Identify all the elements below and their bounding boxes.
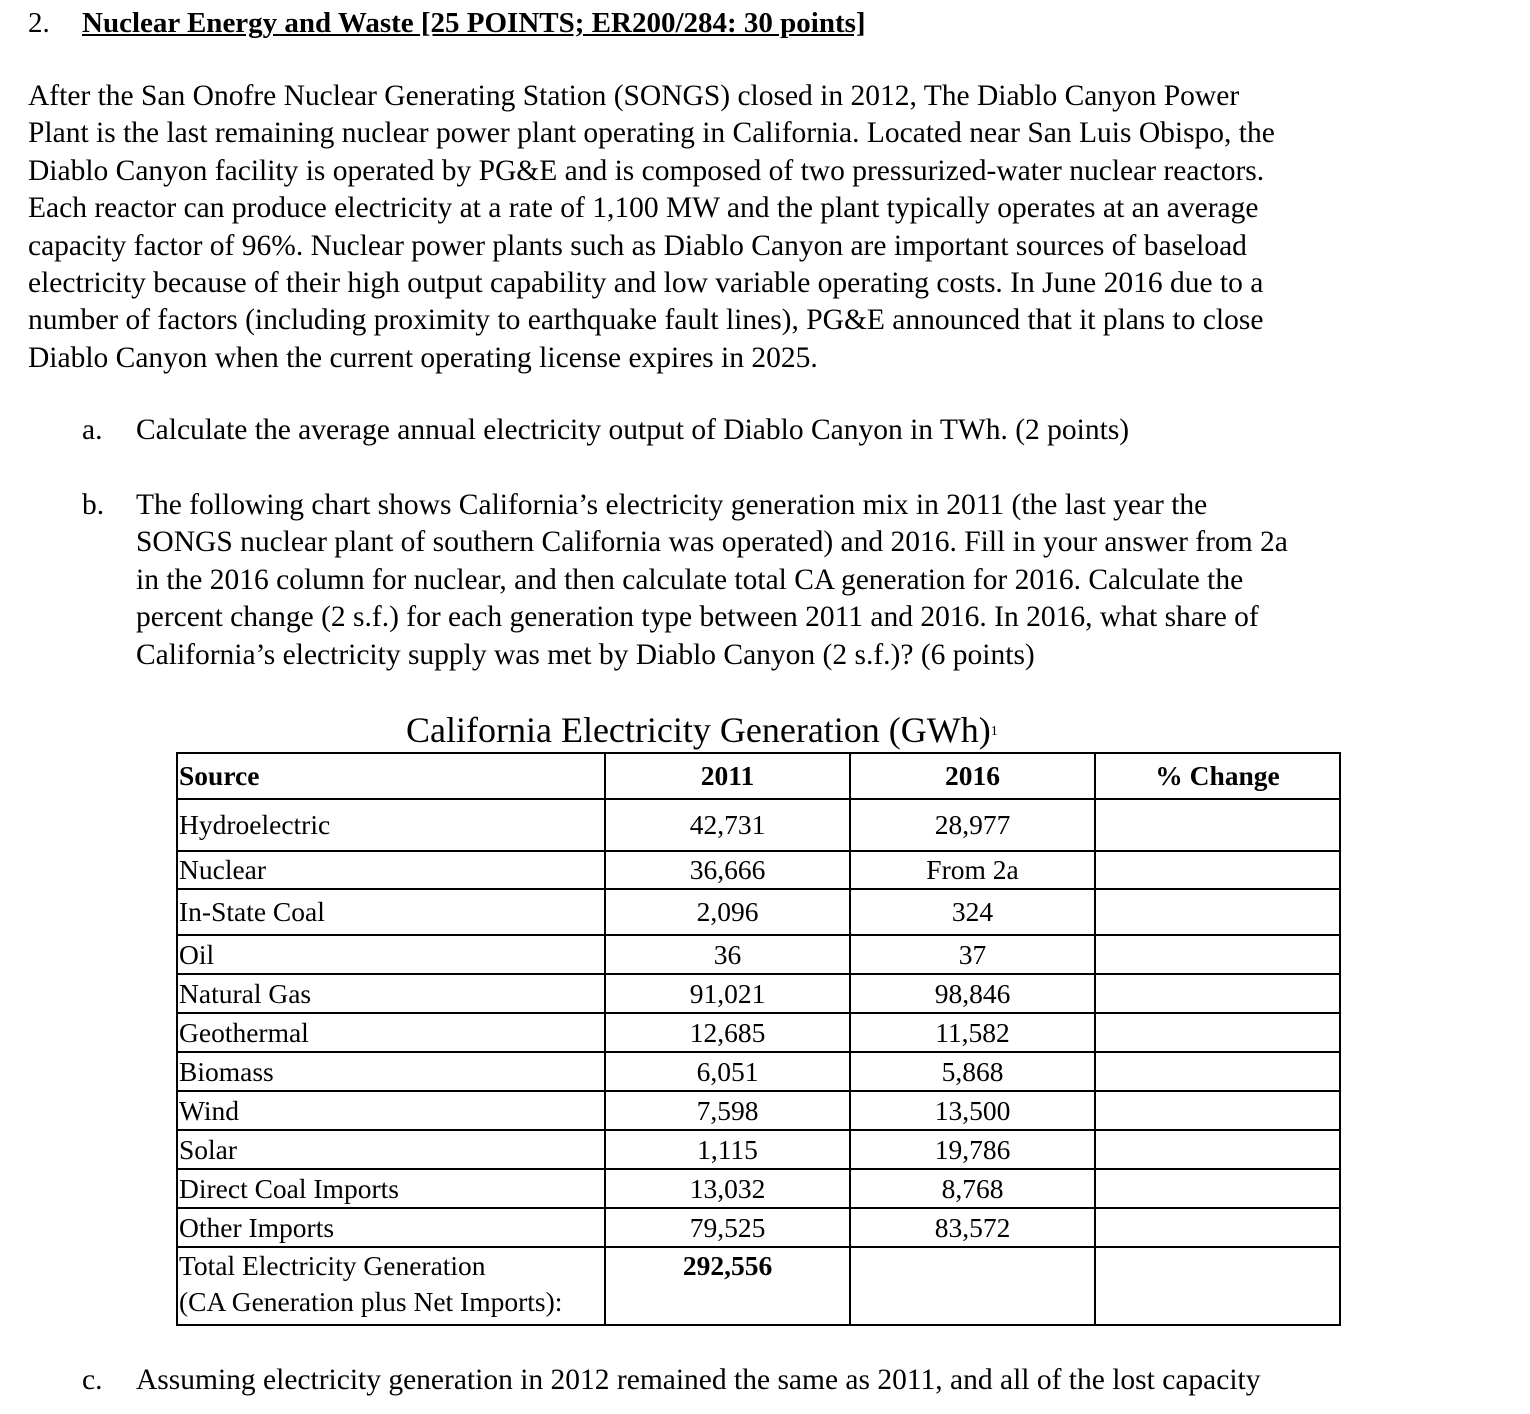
intro-line: capacity factor of 96%. Nuclear power plants such as Diablo Canyon are important sources of baseload: [28, 229, 1247, 262]
cell-total-label: [177, 1247, 605, 1325]
cell-source: Other Imports: [177, 1208, 605, 1247]
cell-2011: 91,021: [605, 974, 850, 1013]
cell-2011: 79,525: [605, 1208, 850, 1247]
cell-2016: 324: [850, 889, 1095, 935]
cell-2011: 36,666: [605, 851, 850, 889]
cell-2011: 7,598: [605, 1091, 850, 1130]
table-total-row: [177, 1247, 1340, 1325]
intro-line: electricity because of their high output capability and low variable operating costs. In June 2016 due to a: [28, 267, 1264, 300]
cell-2016: 98,846: [850, 974, 1095, 1013]
table-row: [177, 1130, 1340, 1169]
cell-2016: 19,786: [850, 1130, 1095, 1169]
intro-line: Diablo Canyon facility is operated by PG&E and is composed of two pressurized-water nuclear reactors.: [28, 154, 1265, 187]
cell-2011: 1,115: [605, 1130, 850, 1169]
question-title: Nuclear Energy and Waste [25 POINTS; ER200/284: 30 points]: [82, 7, 866, 39]
question-heading: [28, 6, 866, 40]
part-b-line: SONGS nuclear plant of southern California was operated) and 2016. Fill in your answer from 2a: [136, 526, 1288, 559]
intro-paragraph: [28, 78, 1498, 377]
cell-source: Direct Coal Imports: [177, 1169, 605, 1208]
total-label-line: (CA Generation plus Net Imports):: [179, 1286, 563, 1317]
question-number: 2.: [28, 7, 50, 39]
table-row: [177, 889, 1340, 935]
cell-change[interactable]: [1095, 1052, 1340, 1091]
cell-change[interactable]: [1095, 974, 1340, 1013]
generation-table: [176, 752, 1341, 1326]
cell-source: In-State Coal: [177, 889, 605, 935]
cell-change[interactable]: [1095, 799, 1340, 851]
cell-2011: 12,685: [605, 1013, 850, 1052]
cell-2016: 28,977: [850, 799, 1095, 851]
part-b-marker: b.: [82, 489, 105, 521]
cell-change[interactable]: [1095, 889, 1340, 935]
part-b-line: percent change (2 s.f.) for each generation type between 2011 and 2016. In 2016, what share of: [136, 601, 1259, 634]
cell-source: Hydroelectric: [177, 799, 605, 851]
intro-line: Plant is the last remaining nuclear power plant operating in California. Located near San Luis Obispo, the: [28, 117, 1275, 150]
cell-change[interactable]: [1095, 1130, 1340, 1169]
cell-source: Natural Gas: [177, 974, 605, 1013]
part-b-line: in the 2016 column for nuclear, and then calculate total CA generation for 2016. Calculate the: [136, 563, 1244, 596]
cell-change[interactable]: [1095, 935, 1340, 974]
cell-change[interactable]: [1095, 851, 1340, 889]
table-title: [406, 708, 998, 752]
table-row: [177, 1169, 1340, 1208]
total-label-line: Total Electricity Generation: [179, 1250, 486, 1281]
cell-2016: 37: [850, 935, 1095, 974]
header-source: Source: [177, 753, 605, 799]
table-row: [177, 1052, 1340, 1091]
table-header-row: [177, 753, 1340, 799]
header-2011: 2011: [605, 753, 850, 799]
intro-line: Each reactor can produce electricity at a rate of 1,100 MW and the plant typically operates at an average: [28, 192, 1259, 225]
cell-2016: 13,500: [850, 1091, 1095, 1130]
cell-total-change[interactable]: [1095, 1247, 1340, 1325]
table-row: [177, 935, 1340, 974]
table-row: [177, 1013, 1340, 1052]
cell-source: Biomass: [177, 1052, 605, 1091]
header-change: % Change: [1095, 753, 1340, 799]
cell-change[interactable]: [1095, 1091, 1340, 1130]
intro-line: After the San Onofre Nuclear Generating Station (SONGS) closed in 2012, The Diablo Canyon Power: [28, 80, 1240, 112]
table-row: [177, 1208, 1340, 1247]
part-c-marker: c.: [82, 1364, 103, 1396]
header-2016: 2016: [850, 753, 1095, 799]
cell-2016: 8,768: [850, 1169, 1095, 1208]
cell-change[interactable]: [1095, 1169, 1340, 1208]
cell-2011: 42,731: [605, 799, 850, 851]
table-row: [177, 851, 1340, 889]
cell-2011: 13,032: [605, 1169, 850, 1208]
cell-2016[interactable]: From 2a: [850, 851, 1095, 889]
table-title-text: California Electricity Generation (GWh): [406, 710, 991, 750]
cell-2016: 5,868: [850, 1052, 1095, 1091]
cell-source: Solar: [177, 1130, 605, 1169]
part-a-marker: a.: [82, 414, 103, 446]
part-a-line: Calculate the average annual electricity output of Diablo Canyon in TWh. (2 points): [136, 414, 1130, 446]
part-b-text: [136, 487, 1288, 674]
table-row: [177, 1091, 1340, 1130]
cell-2016: 11,582: [850, 1013, 1095, 1052]
cell-total-2011: 292,556: [605, 1247, 850, 1325]
cell-total-2016[interactable]: [850, 1247, 1095, 1325]
intro-line: Diablo Canyon when the current operating license expires in 2025.: [28, 341, 818, 374]
cell-source: Geothermal: [177, 1013, 605, 1052]
cell-source: Wind: [177, 1091, 605, 1130]
cell-change[interactable]: [1095, 1208, 1340, 1247]
table-row: [177, 799, 1340, 851]
part-c-line: Assuming electricity generation in 2012 remained the same as 2011, and all of the lost capacity: [136, 1364, 1261, 1396]
cell-2011: 6,051: [605, 1052, 850, 1091]
part-b-line: The following chart shows California’s electricity generation mix in 2011 (the last year the: [136, 489, 1208, 521]
part-b-line: California’s electricity supply was met by Diablo Canyon (2 s.f.)? (6 points): [136, 638, 1035, 671]
cell-source: Nuclear: [177, 851, 605, 889]
cell-2011: 2,096: [605, 889, 850, 935]
table-row: [177, 974, 1340, 1013]
intro-line: number of factors (including proximity to earthquake fault lines), PG&E announced that it plans to close: [28, 304, 1264, 337]
part-a-text: [136, 412, 1129, 449]
cell-2016: 83,572: [850, 1208, 1095, 1247]
cell-change[interactable]: [1095, 1013, 1340, 1052]
cell-source: Oil: [177, 935, 605, 974]
cell-2011: 36: [605, 935, 850, 974]
table-footnote-mark: 1: [990, 724, 998, 739]
part-c-text: [136, 1362, 1261, 1399]
